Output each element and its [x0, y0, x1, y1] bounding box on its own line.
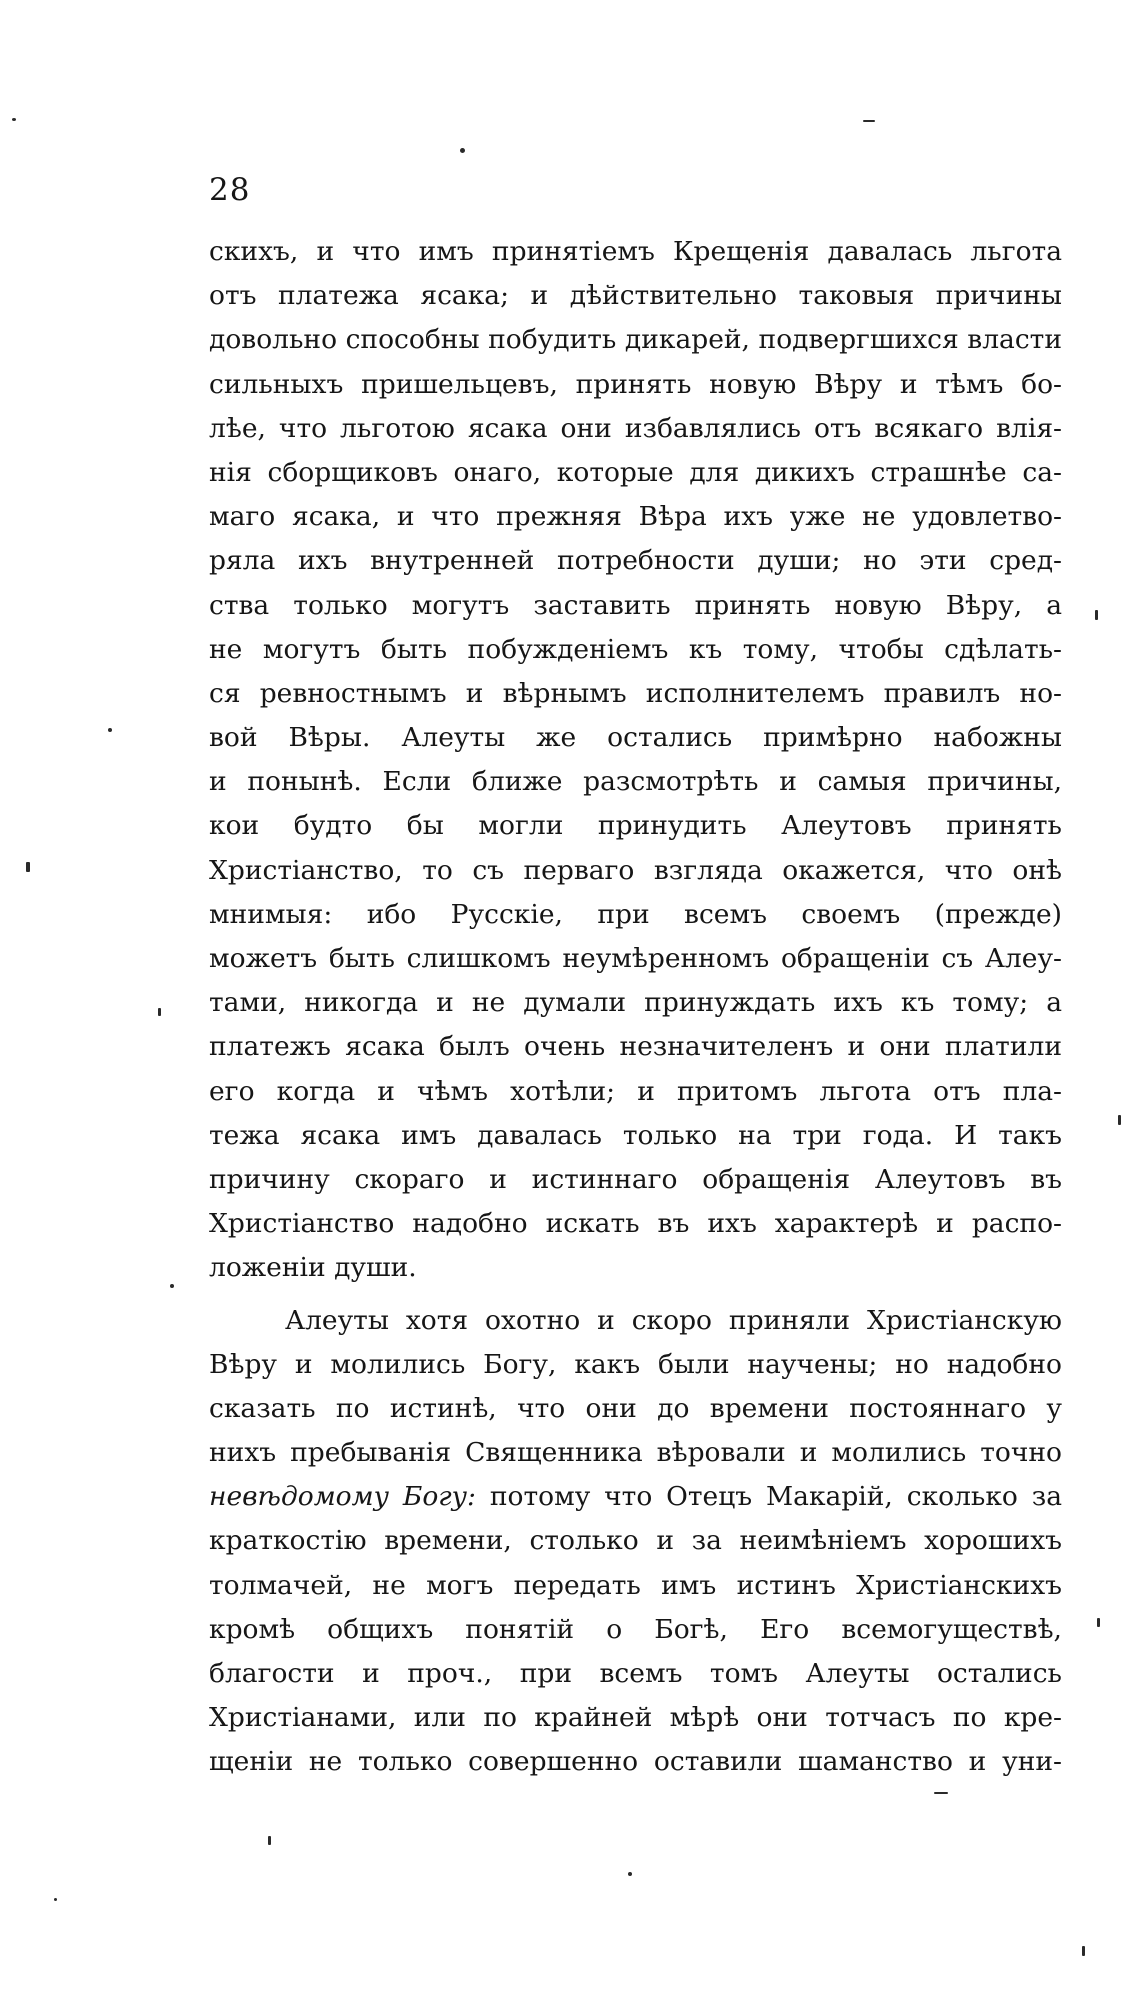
- text-line: Христіанами, или по крайней мѣрѣ они тотчасъ по кре-: [209, 1702, 1062, 1734]
- text-line: лѣе, что льготою ясака они избавлялись отъ всякаго влія-: [209, 412, 1062, 444]
- text-line: тами, никогда и не думали принуждать ихъ къ тому; а: [209, 987, 1062, 1019]
- text-line: тежа ясака имъ давалась только на три года. И такъ: [209, 1119, 1062, 1151]
- paragraph-2: [209, 1299, 1062, 1785]
- scan-speck: [12, 118, 16, 121]
- text-line: Христіанство, то съ перваго взгляда окажется, что онѣ: [209, 854, 1062, 886]
- text-line: ложеніи души.: [209, 1252, 417, 1284]
- scan-speck: [628, 1872, 632, 1876]
- text-line: кромѣ общихъ понятій о Богѣ, Его всемогуществѣ,: [209, 1613, 1062, 1645]
- scan-speck: [54, 1898, 57, 1901]
- page-number: 28: [209, 172, 251, 208]
- text-line: щеніи не только совершенно оставили шаманство и уни-: [209, 1746, 1062, 1778]
- text-line: не могутъ быть побужденіемъ къ тому, чтобы сдѣлать-: [209, 633, 1062, 665]
- scan-speck: [1097, 1618, 1100, 1627]
- italic-phrase: невѣдомому Богу:: [209, 1481, 476, 1513]
- paragraph-1: [209, 230, 1062, 1291]
- scan-speck: [268, 1836, 271, 1845]
- text-line: мнимыя: ибо Русскіе, при всемъ своемъ (прежде): [209, 898, 1062, 930]
- scan-speck: [170, 1284, 174, 1288]
- text-run: потому что Отецъ Макарій, сколько за: [475, 1481, 1062, 1513]
- text-line: ства только могутъ заставить принять новую Вѣру, а: [209, 589, 1062, 621]
- text-line-with-emphasis: [209, 1475, 1062, 1519]
- text-line: скихъ, и что имъ принятіемъ Крещенія давалась льгота: [209, 236, 1062, 267]
- text-line: довольно способны побудить дикарей, подвергшихся власти: [209, 324, 1062, 356]
- text-line: нія сборщиковъ онаго, которые для дикихъ страшнѣе са-: [209, 456, 1062, 488]
- scan-speck: [108, 728, 112, 732]
- text-line: и понынѣ. Если ближе разсмотрѣть и самыя причины,: [209, 766, 1062, 798]
- scan-speck: [460, 148, 465, 153]
- body-text: [209, 230, 1062, 1785]
- text-line: краткостію времени, столько и за неимѣніемъ хорошихъ: [209, 1525, 1062, 1557]
- text-line: сильныхъ пришельцевъ, принять новую Вѣру и тѣмъ бо-: [209, 368, 1062, 400]
- text-line: Христіанство надобно искать въ ихъ характерѣ и распо-: [209, 1208, 1062, 1240]
- scan-speck: [26, 862, 30, 872]
- text-line: платежъ ясака былъ очень незначителенъ и они платили: [209, 1031, 1062, 1063]
- text-line: ся ревностнымъ и вѣрнымъ исполнителемъ правилъ но-: [209, 677, 1062, 709]
- text-line: маго ясака, и что прежняя Вѣра ихъ уже не удовлетво-: [209, 501, 1062, 533]
- scan-speck: [1095, 610, 1098, 620]
- text-line: отъ платежа ясака; и дѣйствительно таковыя причины: [209, 280, 1062, 312]
- text-line: вой Вѣры. Алеуты же остались примѣрно набожны: [209, 722, 1062, 754]
- text-line: благости и проч., при всемъ томъ Алеуты остались: [209, 1658, 1062, 1689]
- text-line: Алеуты хотя охотно и скоро приняли Христіанскую: [285, 1304, 1062, 1336]
- text-line: причину скораго и истиннаго обращенія Алеутовъ въ: [209, 1163, 1062, 1195]
- text-line: можетъ быть слишкомъ неумѣренномъ обращеніи съ Алеу-: [209, 943, 1062, 974]
- text-line: сказать по истинѣ, что они до времени постояннаго у: [209, 1392, 1062, 1424]
- text-line: нихъ пребыванія Священника вѣровали и молились точно: [209, 1437, 1062, 1469]
- text-line: его когда и чѣмъ хотѣли; и притомъ льгота отъ пла-: [209, 1075, 1062, 1107]
- scan-speck: [934, 1792, 948, 1794]
- scan-speck: [158, 1008, 161, 1016]
- scan-speck: [863, 120, 875, 122]
- scan-speck: [1118, 1115, 1121, 1125]
- text-line: толмачей, не могъ передать имъ истинъ Христіанскихъ: [209, 1569, 1062, 1601]
- text-line: ряла ихъ внутренней потребности души; но эти сред-: [209, 545, 1062, 577]
- scan-speck: [1082, 1946, 1085, 1956]
- text-line: Вѣру и молились Богу, какъ были научены; но надобно: [209, 1348, 1062, 1380]
- text-line: кои будто бы могли принудить Алеутовъ принять: [209, 810, 1062, 842]
